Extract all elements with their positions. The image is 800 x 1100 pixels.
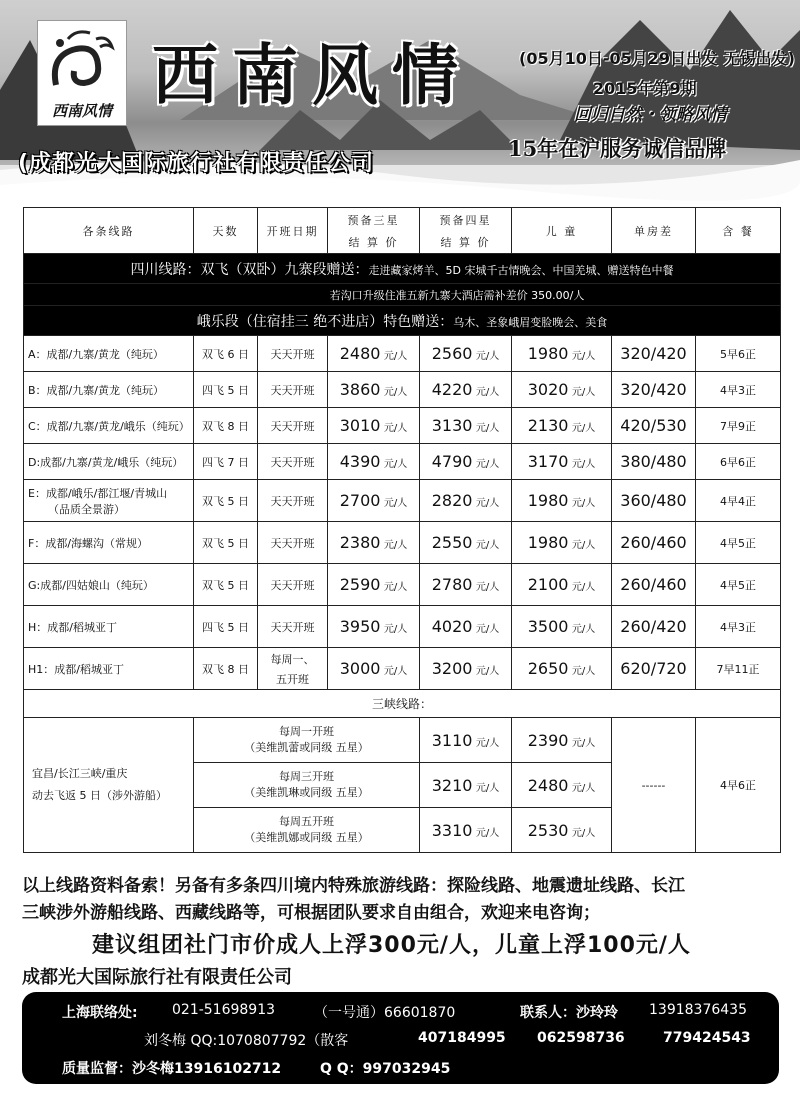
price-unit: 元/人 — [571, 498, 596, 509]
route-days: 四飞 5 日 — [194, 372, 258, 408]
office-label: 上海联络处: — [62, 1005, 138, 1021]
single-value: 620/720 — [620, 659, 687, 678]
price-unit: 元/人 — [475, 459, 500, 470]
header-four-star-line2: 结 算 价 — [440, 235, 491, 249]
price-child — [512, 564, 612, 606]
route-schedule: 天天开班 — [258, 336, 328, 372]
route-meals: 4早5正 — [696, 564, 781, 606]
price-unit: 元/人 — [383, 498, 408, 509]
price-value: 2390 — [527, 730, 569, 750]
price-unit: 元/人 — [475, 666, 500, 677]
route-days: 双飞 5 日 — [194, 564, 258, 606]
price-unit: 元/人 — [571, 666, 596, 677]
price-value: 2560 — [431, 344, 473, 363]
price-unit: 元/人 — [475, 540, 500, 551]
route-name-line2: （品质全景游） — [48, 502, 125, 516]
header-route: 各条线路 — [24, 208, 194, 254]
route-schedule-line1: 每周一、 — [270, 652, 315, 666]
single-supplement — [612, 408, 696, 444]
header-schedule: 开班日期 — [258, 208, 328, 254]
price-unit: 元/人 — [383, 351, 408, 362]
issue-number: 2015年第9期 — [593, 79, 697, 98]
price-unit: 元/人 — [475, 827, 500, 839]
price-child — [512, 372, 612, 408]
route-name-line1: E：成都/峨乐/都江堰/青城山 — [28, 486, 168, 500]
route-name: F：成都/海螺沟（常规） — [24, 522, 194, 564]
price-value: 2700 — [339, 491, 381, 510]
sanxia-price — [420, 808, 512, 853]
sanxia-route-line2: 动去飞返 5 日（涉外游船） — [32, 789, 167, 802]
price-unit: 元/人 — [571, 582, 596, 593]
table-row — [24, 336, 781, 372]
route-days: 四飞 7 日 — [194, 444, 258, 480]
price-value: 3500 — [527, 617, 569, 636]
single-supplement — [612, 444, 696, 480]
header-single: 单房差 — [612, 208, 696, 254]
header-child: 儿 童 — [512, 208, 612, 254]
route-name: B：成都/九寨/黄龙（纯玩） — [24, 372, 194, 408]
price-unit: 元/人 — [571, 624, 596, 635]
route-meals: 6早6正 — [696, 444, 781, 480]
qq-number-1: 407184995 — [418, 1030, 506, 1046]
price-three-star — [328, 408, 420, 444]
route-meals: 4早3正 — [696, 372, 781, 408]
price-value: 3310 — [431, 820, 473, 840]
company-name-header: (成都光大国际旅行社有限责任公司 — [18, 151, 375, 176]
price-advice: 建议组团社门市价成人上浮300元/人，儿童上浮100元/人 — [92, 933, 691, 958]
table-row — [24, 408, 781, 444]
price-four-star — [420, 336, 512, 372]
route-name: H1：成都/稻城亚丁 — [24, 648, 194, 690]
contact-person: 联系人：沙玲玲 — [520, 1005, 618, 1021]
price-unit: 元/人 — [571, 387, 596, 398]
route-schedule — [258, 648, 328, 690]
sanxia-route-line1: 宜昌/长江三峡/重庆 — [32, 767, 128, 780]
price-four-star — [420, 522, 512, 564]
sanxia-departure — [194, 718, 420, 763]
notes-line2: 三峡涉外游船线路、西藏线路等，可根据团队要求自由组合，欢迎来电咨询； — [22, 903, 600, 923]
price-value: 2480 — [527, 775, 569, 795]
table-row — [24, 372, 781, 408]
single-value: 380/480 — [620, 452, 687, 471]
price-unit: 元/人 — [383, 666, 408, 677]
price-unit: 元/人 — [383, 423, 408, 434]
price-four-star — [420, 372, 512, 408]
company-logo — [37, 20, 127, 126]
route-schedule: 天天开班 — [258, 372, 328, 408]
price-unit: 元/人 — [383, 582, 408, 593]
price-unit: 元/人 — [571, 782, 596, 794]
price-child — [512, 648, 612, 690]
single-value: 320/420 — [620, 344, 687, 363]
sanxia-departure-ship: （美维凯蕾或同级 五星） — [244, 741, 369, 754]
header-three-star — [328, 208, 420, 254]
price-unit: 元/人 — [475, 387, 500, 398]
header-banner — [0, 0, 800, 205]
price-three-star — [328, 606, 420, 648]
price-unit: 元/人 — [383, 387, 408, 398]
price-value: 2380 — [339, 533, 381, 552]
sanxia-departure-day: 每周五开班 — [279, 815, 334, 828]
sanxia-departure-ship: （美维凯娜或同级 五星） — [244, 831, 369, 844]
sanxia-child-price — [512, 763, 612, 808]
price-unit: 元/人 — [383, 624, 408, 635]
route-days: 双飞 5 日 — [194, 480, 258, 522]
price-unit: 元/人 — [383, 540, 408, 551]
price-four-star — [420, 408, 512, 444]
route-schedule: 天天开班 — [258, 606, 328, 648]
price-unit: 元/人 — [475, 737, 500, 749]
route-days: 双飞 6 日 — [194, 336, 258, 372]
sanxia-title-row — [24, 690, 781, 718]
route-name: H：成都/稻城亚丁 — [24, 606, 194, 648]
single-value: 260/420 — [620, 617, 687, 636]
qq-person: 刘冬梅 QQ:1070807792（散客 — [144, 1033, 349, 1049]
route-schedule-line2: 五开班 — [276, 672, 309, 686]
price-value: 2530 — [527, 820, 569, 840]
route-days: 四飞 5 日 — [194, 606, 258, 648]
band-sichuan-note — [24, 284, 781, 306]
band-emei — [24, 306, 781, 336]
price-unit: 元/人 — [475, 782, 500, 794]
contact-phone: 13918376435 — [649, 1002, 747, 1018]
route-name — [24, 480, 194, 522]
route-name: C：成都/九寨/黄龙/峨乐（纯玩） — [24, 408, 194, 444]
route-meals: 4早3正 — [696, 606, 781, 648]
header-three-star-line1: 预备三星 — [347, 213, 400, 227]
price-three-star — [328, 444, 420, 480]
price-value: 3210 — [431, 775, 473, 795]
sanxia-child-price — [512, 808, 612, 853]
price-three-star — [328, 564, 420, 606]
price-value: 2820 — [431, 491, 473, 510]
table-row — [24, 564, 781, 606]
sanxia-price — [420, 763, 512, 808]
band-emei-gift: 乌木、圣象峨眉变脸晚会、美食 — [453, 315, 608, 329]
price-value: 2550 — [431, 533, 473, 552]
table-row — [24, 522, 781, 564]
supervisor-qq: Q Q：997032945 — [320, 1061, 451, 1077]
price-four-star — [420, 480, 512, 522]
qq-number-2: 062598736 — [537, 1030, 625, 1046]
band-sichuan-title: 四川线路：双飞（双卧）九寨段赠送： — [130, 261, 369, 278]
route-schedule: 天天开班 — [258, 408, 328, 444]
price-unit: 元/人 — [571, 827, 596, 839]
table-row — [24, 444, 781, 480]
sanxia-price — [420, 718, 512, 763]
sanxia-title: 三峡线路： — [24, 690, 781, 718]
single-value: 320/420 — [620, 380, 687, 399]
price-value: 1980 — [527, 491, 569, 510]
price-child — [512, 606, 612, 648]
price-unit: 元/人 — [475, 498, 500, 509]
price-four-star — [420, 606, 512, 648]
main-title: 西南风情 — [152, 36, 472, 114]
price-child — [512, 408, 612, 444]
route-meals: 4早4正 — [696, 480, 781, 522]
route-name: G:成都/四姑娘山（纯玩） — [24, 564, 194, 606]
table-row — [24, 648, 781, 690]
price-unit: 元/人 — [571, 459, 596, 470]
price-four-star — [420, 564, 512, 606]
route-schedule: 天天开班 — [258, 444, 328, 480]
route-days: 双飞 8 日 — [194, 408, 258, 444]
price-value: 1980 — [527, 344, 569, 363]
price-three-star — [328, 480, 420, 522]
route-meals: 7早11正 — [696, 648, 781, 690]
price-value: 4020 — [431, 617, 473, 636]
price-unit: 元/人 — [475, 351, 500, 362]
table-row — [24, 718, 781, 763]
price-four-star — [420, 648, 512, 690]
sanxia-departure-day: 每周一开班 — [279, 725, 334, 738]
price-value: 3020 — [527, 380, 569, 399]
route-meals: 5早6正 — [696, 336, 781, 372]
single-supplement — [612, 564, 696, 606]
price-three-star — [328, 522, 420, 564]
sanxia-single: ------ — [612, 718, 696, 853]
price-value: 2590 — [339, 575, 381, 594]
price-value: 2650 — [527, 659, 569, 678]
band-emei-title: 峨乐段（住宿挂三 绝不进店）特色赠送： — [196, 313, 454, 330]
single-supplement — [612, 606, 696, 648]
table-header-row — [24, 208, 781, 254]
price-value: 4220 — [431, 380, 473, 399]
price-unit: 元/人 — [571, 737, 596, 749]
route-name: A：成都/九寨/黄龙（纯玩） — [24, 336, 194, 372]
price-value: 3200 — [431, 659, 473, 678]
band-emei-row — [24, 306, 781, 336]
qq-number-3: 779424543 — [663, 1030, 751, 1046]
single-value: 420/530 — [620, 416, 687, 435]
single-value: 260/460 — [620, 575, 687, 594]
logo-text: 西南风情 — [51, 102, 112, 120]
route-schedule: 天天开班 — [258, 522, 328, 564]
price-value: 2100 — [527, 575, 569, 594]
price-value: 1980 — [527, 533, 569, 552]
notes — [22, 873, 792, 927]
contact-bar — [22, 992, 779, 1084]
company-name-footer: 成都光大国际旅行社有限责任公司 — [22, 967, 292, 988]
price-value: 3110 — [431, 730, 473, 750]
table-row — [24, 606, 781, 648]
header-three-star-line2: 结 算 价 — [348, 235, 399, 249]
sanxia-departure-ship: （美维凯琳或同级 五星） — [244, 786, 369, 799]
slogan: 回归自然・领略风情 — [574, 105, 727, 125]
route-days: 双飞 5 日 — [194, 522, 258, 564]
header-four-star-line1: 预备四星 — [439, 213, 492, 227]
price-three-star — [328, 336, 420, 372]
price-value: 3130 — [431, 416, 473, 435]
price-value: 4790 — [431, 452, 473, 471]
price-unit: 元/人 — [571, 351, 596, 362]
price-value: 4390 — [339, 452, 381, 471]
sanxia-route-name — [24, 718, 194, 853]
band-note-row — [24, 284, 781, 306]
price-child — [512, 522, 612, 564]
sanxia-departure — [194, 763, 420, 808]
single-value: 360/480 — [620, 491, 687, 510]
price-value: 3010 — [339, 416, 381, 435]
route-name: D:成都/九寨/黄龙/峨乐（纯玩） — [24, 444, 194, 480]
price-value: 2130 — [527, 416, 569, 435]
price-value: 2480 — [339, 344, 381, 363]
swirl-logo-icon — [46, 25, 118, 103]
price-child — [512, 336, 612, 372]
price-child — [512, 480, 612, 522]
price-unit: 元/人 — [571, 540, 596, 551]
departure-dates: (05月10日-05月29日出发 无锡出发) — [519, 49, 795, 68]
single-supplement — [612, 336, 696, 372]
office-phone: 021-51698913 — [172, 1002, 276, 1018]
price-value: 3000 — [339, 659, 381, 678]
route-meals: 7早9正 — [696, 408, 781, 444]
table-row — [24, 480, 781, 522]
notes-line1: 以上线路资料备索！另备有多条四川境内特殊旅游线路：探险线路、地震遗址线路、长江 — [22, 876, 685, 896]
price-unit: 元/人 — [475, 423, 500, 434]
sanxia-departure — [194, 808, 420, 853]
brand-claim: 15年在沪服务诚信品牌 — [508, 136, 727, 161]
price-three-star — [328, 372, 420, 408]
quality-supervisor: 质量监督：沙冬梅13916102712 — [62, 1061, 282, 1077]
single-supplement — [612, 480, 696, 522]
route-days: 双飞 8 日 — [194, 648, 258, 690]
band-sichuan-row — [24, 254, 781, 284]
price-value: 3950 — [339, 617, 381, 636]
price-value: 3170 — [527, 452, 569, 471]
route-meals: 4早5正 — [696, 522, 781, 564]
header-meals: 含 餐 — [696, 208, 781, 254]
price-child — [512, 444, 612, 480]
sanxia-meals: 4早6正 — [696, 718, 781, 853]
price-value: 2780 — [431, 575, 473, 594]
price-table — [23, 207, 781, 853]
single-value: 260/460 — [620, 533, 687, 552]
single-supplement — [612, 648, 696, 690]
band-sichuan-gift: 走进藏家烤羊、5D 宋城千古情晚会、中国羌城、赠送特色中餐 — [368, 263, 674, 277]
header-four-star — [420, 208, 512, 254]
price-four-star — [420, 444, 512, 480]
route-schedule: 天天开班 — [258, 480, 328, 522]
sanxia-departure-day: 每周三开班 — [279, 770, 334, 783]
price-unit: 元/人 — [475, 624, 500, 635]
price-unit: 元/人 — [571, 423, 596, 434]
header-days: 天数 — [194, 208, 258, 254]
single-supplement — [612, 372, 696, 408]
price-unit: 元/人 — [475, 582, 500, 593]
route-schedule: 天天开班 — [258, 564, 328, 606]
yihaotong-phone: （一号通）66601870 — [314, 1005, 456, 1021]
price-value: 3860 — [339, 380, 381, 399]
single-supplement — [612, 522, 696, 564]
band-sichuan — [24, 254, 781, 284]
sanxia-child-price — [512, 718, 612, 763]
price-three-star — [328, 648, 420, 690]
price-unit: 元/人 — [383, 459, 408, 470]
band-sichuan-note-text: 若沟口升级住准五新九寨大酒店需补差价 350.00/人 — [329, 288, 585, 302]
